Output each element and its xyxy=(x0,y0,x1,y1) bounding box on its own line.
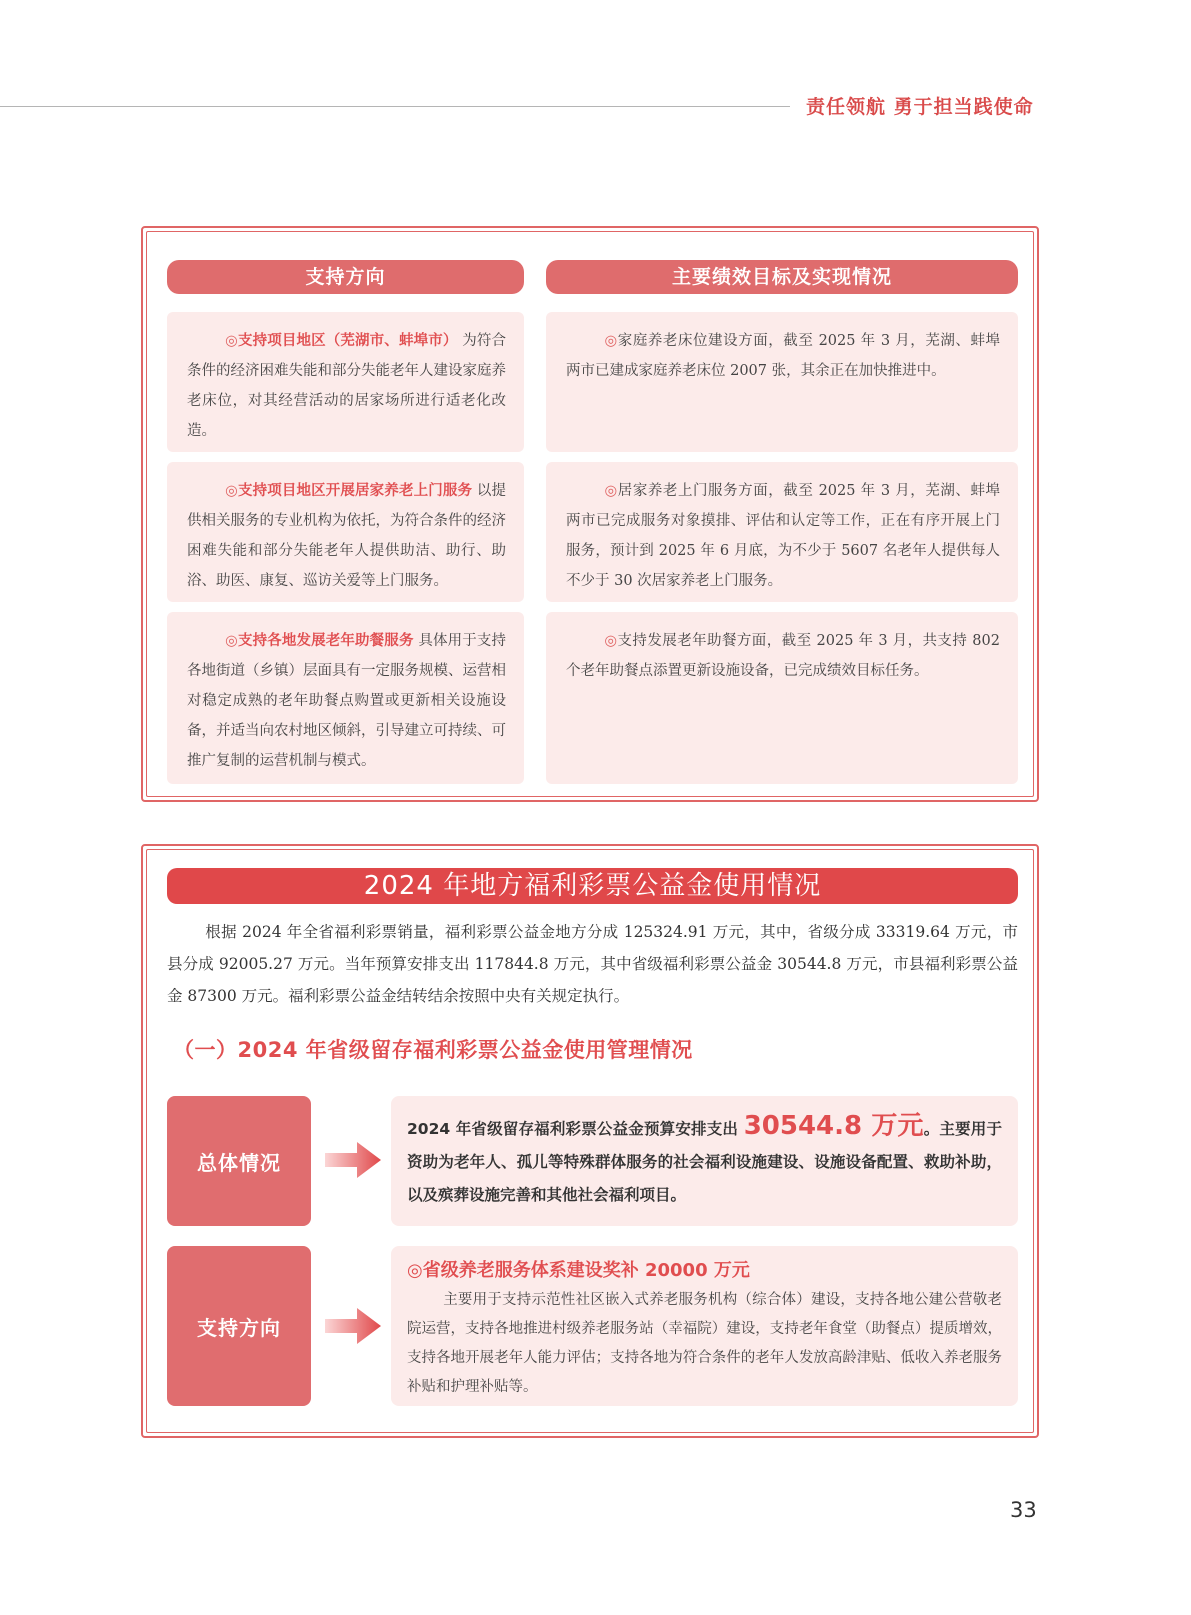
support-direction-text: 主要用于支持示范性社区嵌入式养老服务机构（综合体）建设，支持各地公建公营敬老院运营，支持各地推进村级养老服务站（幸福院）建设，支持老年食堂（助餐点）提质增效，支持各地开展老年人能力评估；支持各地为符合条件的老年人发放高龄津贴、低收入养老服务补贴和护理补贴等。 xyxy=(407,1292,1002,1395)
running-header: 责任领航 勇于担当践使命 xyxy=(806,96,1034,118)
bullet-circle-icon: ◎ xyxy=(604,633,618,649)
support-cell-text: 为符合条件的经济困难失能和部分失能老年人建设家庭养老床位，对其经营活动的居家场所进行适老化改造。 xyxy=(187,333,507,439)
bullet-circle-icon: ◎ xyxy=(604,333,618,349)
support-cell-1 xyxy=(167,312,524,452)
section-title: 2024 年地方福利彩票公益金使用情况 xyxy=(167,868,1018,904)
bullet-circle-icon: ◎ xyxy=(225,633,238,649)
support-direction-content xyxy=(391,1246,1018,1406)
column-header-support-direction: 支持方向 xyxy=(167,260,524,294)
support-direction-label: 支持方向 xyxy=(167,1246,311,1406)
overall-amount: 30544.8 万元 xyxy=(743,1111,924,1141)
support-cell-text: 具体用于支持各地街道（乡镇）层面具有一定服务规模、运营相对稳定成熟的老年助餐点购置或更新相关设施设备，并适当向农村地区倾斜，引导建立可持续、可推广复制的运营机制与模式。 xyxy=(187,633,507,769)
performance-cell-text: 支持发展老年助餐方面，截至 2025 年 3 月，共支持 802 个老年助餐点添置更新设施设备，已完成绩效目标任务。 xyxy=(566,633,1000,679)
performance-cell-2 xyxy=(546,462,1018,602)
intro-paragraph-text: 根据 2024 年全省福利彩票销量，福利彩票公益金地方分成 125324.91 万元，其中，省级分成 33319.64 万元，市县分成 92005.27 万元。当年预算安排支出 117844.8 万元，其中省级福利彩票公益金 30544.8 万元，市县福利彩票公益金 87300 万元。福利彩票公益金结转结余按照中央有关规定执行。 xyxy=(167,923,1018,1005)
overall-text-pre: 2024 年省级留存福利彩票公益金预算安排支出 xyxy=(407,1120,744,1138)
bullet-circle-icon: ◎ xyxy=(604,483,618,499)
support-cell-lead: 支持项目地区（芜湖市、蚌埠市） xyxy=(237,333,458,349)
overall-text-post: 。主要用于资助为老年人、孤儿等特殊群体服务的社会福利设施建设、设施设备配置、救助补助，以及殡葬设施完善和其他社会福利项目。 xyxy=(407,1120,1002,1204)
bullet-circle-icon: ◎ xyxy=(407,1260,423,1281)
column-header-performance-goals: 主要绩效目标及实现情况 xyxy=(546,260,1018,294)
support-cell-text: 以提供相关服务的专业机构为依托，为符合条件的经济困难失能和部分失能老年人提供助洁、助行、助浴、助医、康复、巡访关爱等上门服务。 xyxy=(187,483,507,589)
performance-cell-text: 家庭养老床位建设方面，截至 2025 年 3 月，芜湖、蚌埠两市已建成家庭养老床位 2007 张，其余正在加快推进中。 xyxy=(566,333,1001,379)
support-direction-body xyxy=(407,1286,1002,1402)
overall-content xyxy=(391,1096,1018,1226)
arrow-right-icon xyxy=(325,1306,381,1346)
performance-cell-1 xyxy=(546,312,1018,452)
support-cell-lead: 支持各地发展老年助餐服务 xyxy=(237,633,414,649)
support-cell-lead: 支持项目地区开展居家养老上门服务 xyxy=(237,483,473,499)
header-rule xyxy=(0,106,790,107)
overall-label: 总体情况 xyxy=(167,1096,311,1226)
performance-cell-3 xyxy=(546,612,1018,784)
support-cell-2 xyxy=(167,462,524,602)
support-cell-3 xyxy=(167,612,524,784)
arrow-right-icon xyxy=(325,1140,381,1180)
subsection-heading: （一）2024 年省级留存福利彩票公益金使用管理情况 xyxy=(173,1038,693,1062)
bullet-circle-icon: ◎ xyxy=(225,483,238,499)
bullet-circle-icon: ◎ xyxy=(225,333,238,349)
performance-cell-text: 居家养老上门服务方面，截至 2025 年 3 月，芜湖、蚌埠两市已完成服务对象摸排、评估和认定等工作，正在有序开展上门服务，预计到 2025 年 6 月底，为不少于 5607 名老年人提供每人不少于 30 次居家养老上门服务。 xyxy=(566,483,1001,589)
support-direction-lead-line xyxy=(407,1256,1002,1286)
page-number: 33 xyxy=(1010,1498,1037,1522)
support-direction-lead: 省级养老服务体系建设奖补 20000 万元 xyxy=(422,1260,750,1281)
lottery-fund-panel xyxy=(141,844,1039,1438)
intro-paragraph xyxy=(167,916,1018,1012)
support-performance-panel xyxy=(141,226,1039,802)
